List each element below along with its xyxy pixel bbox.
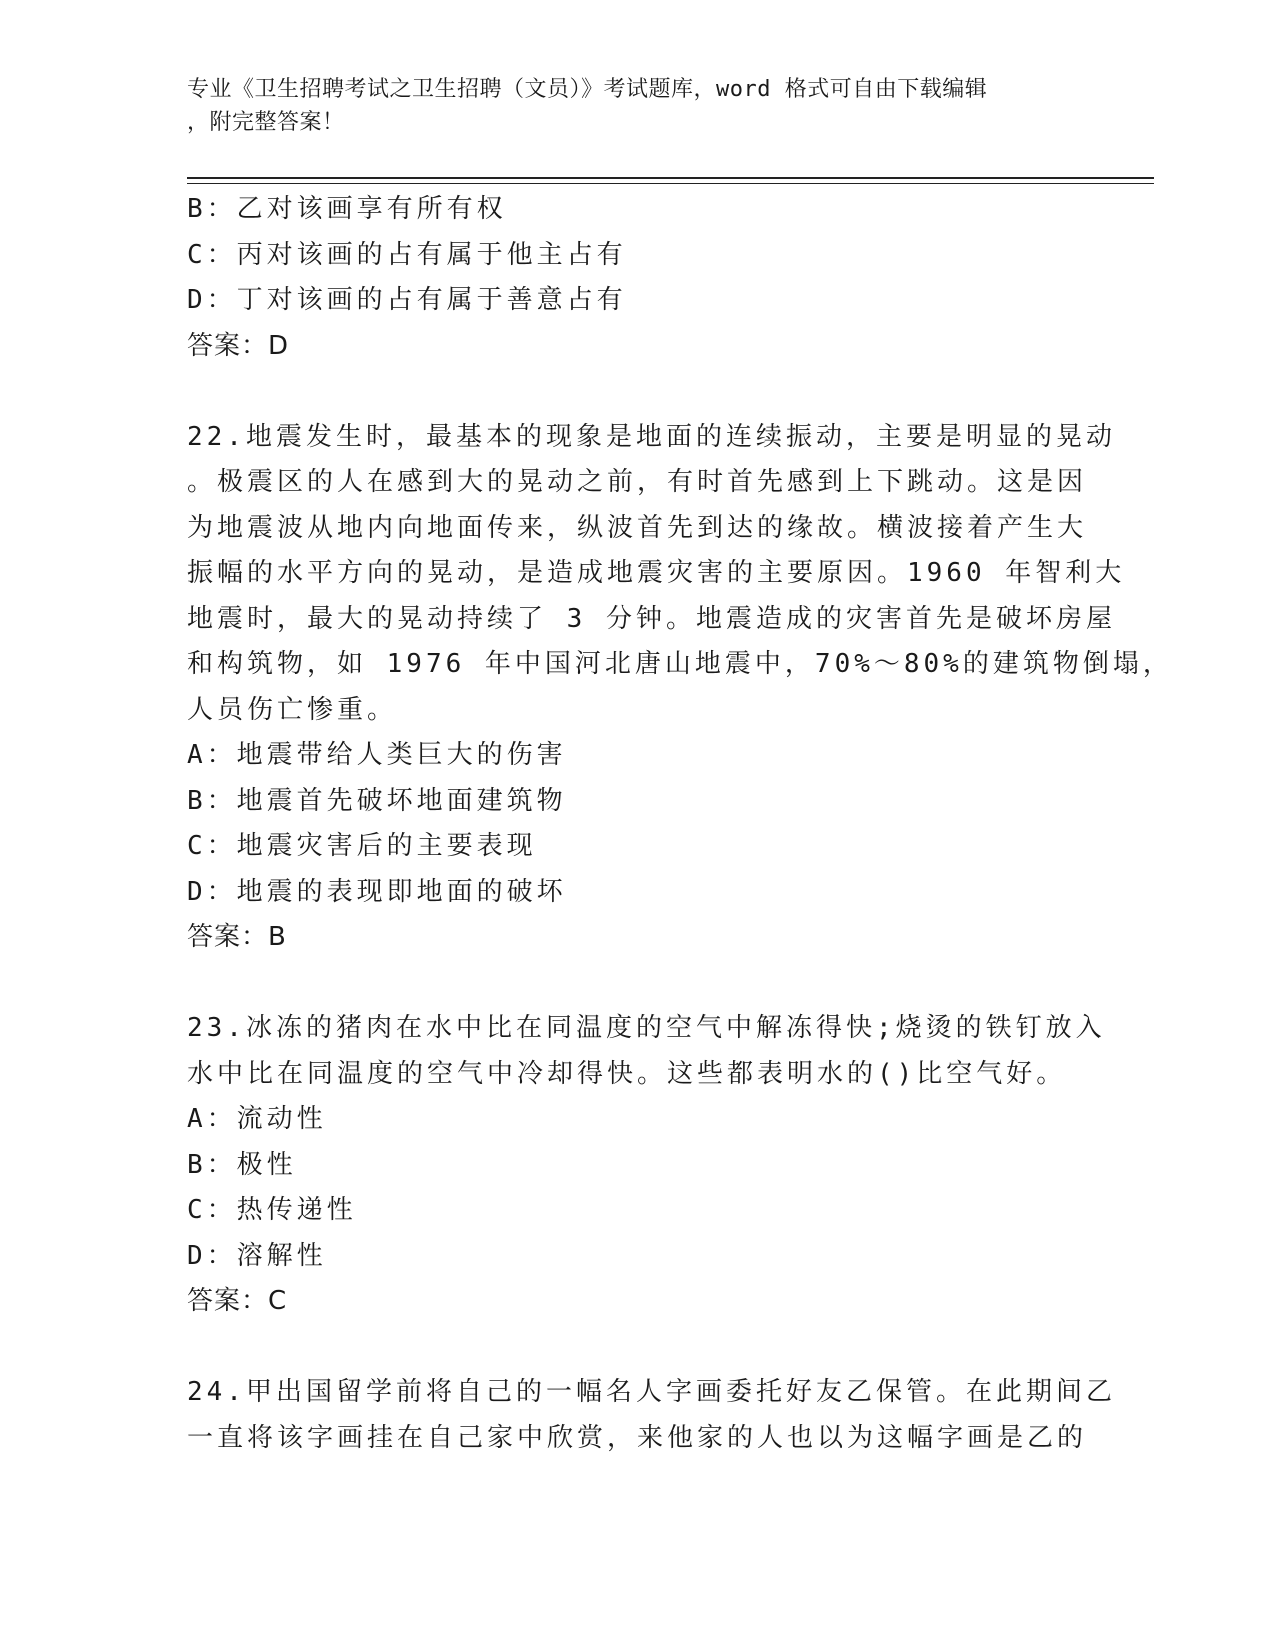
q22-option-c: C：地震灾害后的主要表现: [187, 831, 537, 861]
question-24: [187, 1370, 1116, 1461]
question-23: [187, 1006, 1106, 1325]
q22-stem-line: 。极震区的人在感到大的晃动之前，有时首先感到上下跳动。这是因: [187, 467, 1088, 497]
question-22: [187, 415, 1173, 961]
header-line-1: 专业《卫生招聘考试之卫生招聘（文员）》考试题库，word 格式可自由下载编辑: [187, 77, 988, 102]
q22-option-b: B：地震首先破坏地面建筑物: [187, 785, 567, 816]
q21-option-c: C：丙对该画的占有属于他主占有: [187, 239, 627, 270]
page-header: [187, 73, 1067, 139]
q23-option-a: A：流动性: [187, 1104, 327, 1134]
q23-option-c: C：热传递性: [187, 1195, 357, 1225]
q22-stem-line: 和构筑物，如 1976 年中国河北唐山地震中，70%～80%的建筑物倒塌，: [187, 649, 1173, 679]
header-rule-thick: [187, 177, 1154, 179]
header-line-2: ，附完整答案！: [187, 110, 345, 135]
spacer: [187, 1325, 1077, 1371]
q22-option-d: D：地震的表现即地面的破坏: [187, 876, 567, 907]
q21-option-d: D：丁对该画的占有属于善意占有: [187, 285, 627, 315]
q22-stem-line: 为地震波从地内向地面传来，纵波首先到达的缘故。横波接着产生大: [187, 512, 1088, 543]
q21-option-b: B：乙对该画享有所有权: [187, 194, 507, 224]
q23-option-b: B：极性: [187, 1149, 297, 1180]
q23-stem-line: 23.冰冻的猪肉在水中比在同温度的空气中解冻得快;烧烫的铁钉放入: [187, 1013, 1106, 1043]
question-content: [187, 187, 1173, 1461]
q22-stem-line: 人员伤亡惨重。: [187, 694, 398, 725]
q23-answer: 答案：C: [187, 1286, 288, 1316]
q22-stem-line: 地震时，最大的晃动持续了 3 分钟。地震造成的灾害首先是破坏房屋: [187, 603, 1116, 634]
q22-stem-line: 22.地震发生时，最基本的现象是地面的连续振动，主要是明显的晃动: [187, 421, 1116, 452]
question-21: [187, 187, 1077, 369]
q22-answer: 答案：B: [187, 922, 287, 952]
q22-stem-line: 振幅的水平方向的晃动，是造成地震灾害的主要原因。1960 年智利大: [187, 558, 1126, 588]
spacer: [187, 369, 1077, 415]
q21-answer: 答案：D: [187, 330, 290, 361]
q24-stem-line: 24.甲出国留学前将自己的一幅名人字画委托好友乙保管。在此期间乙: [187, 1377, 1116, 1407]
q24-stem-line: 一直将该字画挂在自己家中欣赏，来他家的人也以为这幅字画是乙的: [187, 1422, 1088, 1453]
header-rule-thin: [187, 183, 1154, 184]
spacer: [187, 961, 1077, 1007]
q23-stem-line: 水中比在同温度的空气中冷却得快。这些都表明水的()比空气好。: [187, 1058, 1067, 1089]
q23-option-d: D：溶解性: [187, 1240, 327, 1271]
q22-option-a: A：地震带给人类巨大的伤害: [187, 740, 567, 770]
